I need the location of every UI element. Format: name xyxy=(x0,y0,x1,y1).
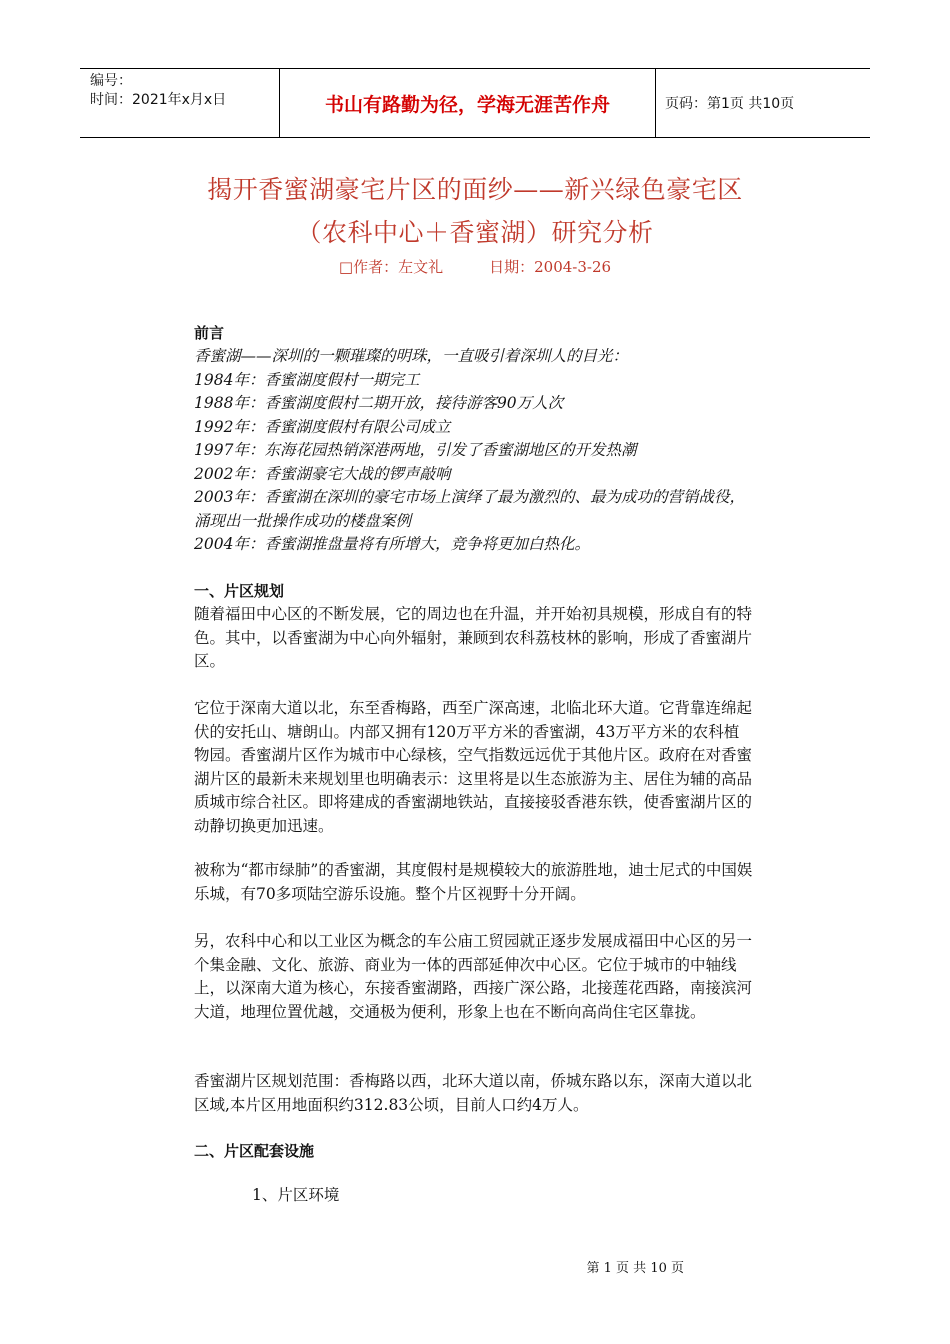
preface-line: 1984年：香蜜湖度假村一期完工 xyxy=(194,370,420,389)
preface-heading: 前言 xyxy=(194,324,225,342)
number-label: 编号： xyxy=(90,73,132,89)
section1-paragraph: 随着福田中心区的不断发展，它的周边也在升温，并开始初具规模，形成自有的特色。其中，以香蜜湖为中心向外辐射，兼顾到农科荔枝林的影响，形成了香蜜湖片区。 xyxy=(194,605,753,670)
preface-line: 香蜜湖——深圳的一颗璀璨的明珠，一直吸引着深圳人的目光： xyxy=(194,347,629,365)
section1-paragraph: 另，农科中心和以工业区为概念的车公庙工贸园就正逐步发展成福田中心区的另一个集金融、文化、旅游、商业为一体的西部延伸次中心区。它位于城市的中轴线上，以深南大道为核心，东接香蜜湖路，西接广深公路，北接莲花西路，南接滨河大道，地理位置优越，交通极为便利，形象上也在不断向高尚住宅区靠拢。 xyxy=(194,932,753,1021)
header-motto: 书山有路勤为径，学海无涯苦作舟 xyxy=(280,69,656,137)
section1-paragraph: 它位于深南大道以北，东至香梅路，西至广深高速，北临北环大道。它背靠连绵起伏的安托山、塘朗山。内部又拥有120万平方米的香蜜湖，43万平方米的农科植物园。香蜜湖片区作为城市中心绿核，空气指数远远优于其他片区。政府在对香蜜湖片区的最新未来规划里也明确表示：这里将是以生态旅游为主、居住为辅的高品质城市综合社区。即将建成的香蜜湖地铁站，直接接驳香港东铁，使香蜜湖片区的动静切换更加迅速。 xyxy=(194,699,753,835)
date: 日期：2004-3-26 xyxy=(489,258,612,276)
preface-line: 2002年：香蜜湖豪宅大战的锣声敲响 xyxy=(194,464,451,483)
preface-line: 1997年：东海花园热销深港两地，引发了香蜜湖地区的开发热潮 xyxy=(194,441,637,459)
preface-line: 2004年：香蜜湖推盘量将有所增大，竞争将更加白热化。 xyxy=(194,535,590,553)
preface-line: 1988年：香蜜湖度假村二期开放，接待游客90万人次 xyxy=(194,394,564,412)
byline xyxy=(0,256,950,277)
header-page-label: 页码：第1页 共10页 xyxy=(665,96,795,112)
section2-heading: 二、片区配套设施 xyxy=(194,1142,315,1160)
preface-line: 1992年：香蜜湖度假村有限公司成立 xyxy=(194,417,451,436)
author: □作者：左文礼 xyxy=(338,258,444,276)
preface-line: 2003年：香蜜湖在深圳的豪宅市场上演绎了最为激烈的、最为成功的营销战役，涌现出一批操作成功的楼盘案例 xyxy=(194,488,745,530)
document-title-line1: 揭开香蜜湖豪宅片区的面纱——新兴绿色豪宅区 xyxy=(207,175,743,204)
page-footer: 第 1 页 共 10 页 xyxy=(586,1261,684,1276)
document-header xyxy=(80,68,870,138)
section1-paragraph: 被称为“都市绿肺”的香蜜湖，其度假村是规模较大的旅游胜地，迪士尼式的中国娱乐城，有70多项陆空游乐设施。整个片区视野十分开阔。 xyxy=(194,861,753,903)
header-meta-cell xyxy=(80,69,280,137)
section2-sub1: 1、片区环境 xyxy=(252,1186,340,1204)
section1-paragraph: 香蜜湖片区规划范围：香梅路以西，北环大道以南，侨城东路以东，深南大道以北区域,本片区用地面积约312.83公顷，目前人口约4万人。 xyxy=(194,1072,753,1114)
document-title-line2: （农科中心＋香蜜湖）研究分析 xyxy=(296,218,654,247)
section1-heading: 一、片区规划 xyxy=(194,582,285,600)
preface-list xyxy=(194,345,754,557)
time-label: 时间：2021年x月x日 xyxy=(90,92,227,108)
